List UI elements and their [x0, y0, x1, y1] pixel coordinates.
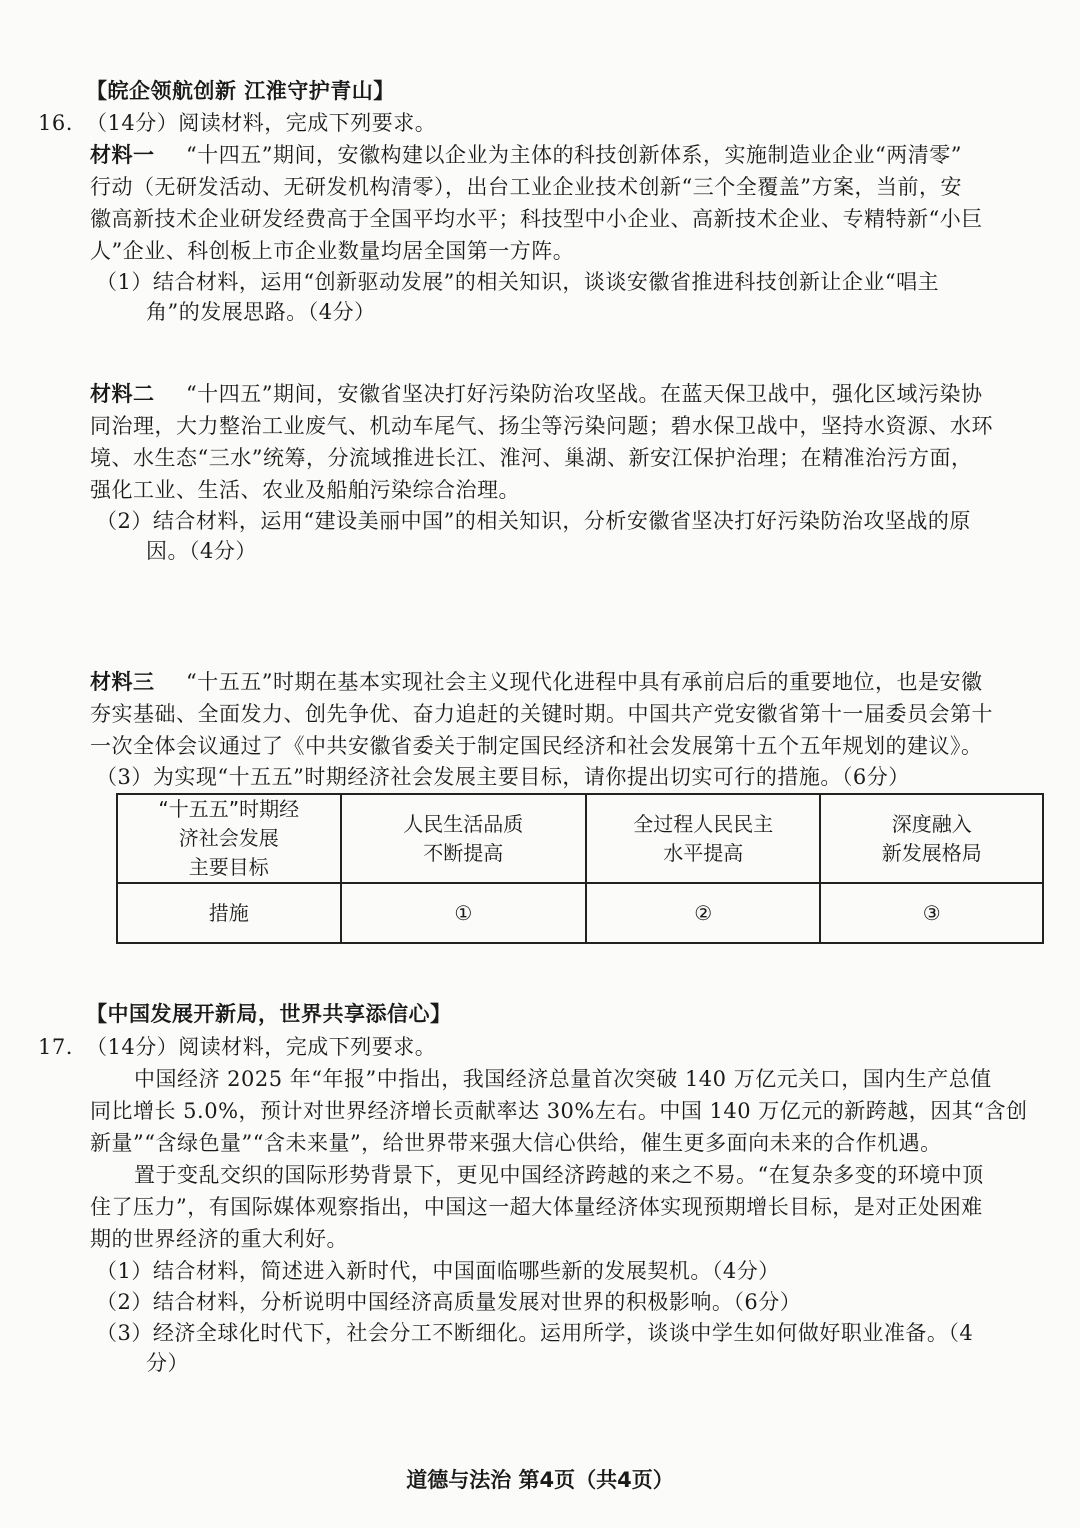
goal-line: 新发展格局	[881, 840, 982, 865]
sub-question: （2）结合材料，运用“建设美丽中国”的相关知识，分析安徽省坚决打好污染防治攻坚战的原	[96, 509, 971, 533]
material-label: 材料二	[90, 382, 155, 406]
goals-table	[116, 793, 1044, 944]
table-row	[117, 794, 1043, 883]
table-header-line: 主要目标	[188, 855, 269, 879]
sub-question: （3）为实现“十五五”时期经济社会发展主要目标，请你提出切实可行的措施。（6分）	[96, 765, 910, 789]
answer-blank[interactable]: ②	[586, 883, 820, 943]
table-goal-cell	[341, 794, 586, 883]
sub-question: （1）结合材料，简述进入新时代，中国面临哪些新的发展契机。（4分）	[96, 1259, 780, 1283]
paragraph-line: 新量”“含绿色量”“含未来量”，给世界带来强大信心供给，催生更多面向未来的合作机遇。	[90, 1131, 942, 1155]
answer-blank[interactable]: ①	[341, 883, 586, 943]
table-header-line: 济社会发展	[178, 826, 279, 850]
material-text-line: 夯实基础、全面发力、创先争优、奋力追赶的关键时期。中国共产党安徽省第十一届委员会第十	[90, 702, 993, 726]
question-intro: （14分）阅读材料，完成下列要求。	[86, 111, 437, 135]
material-text-line: 境、水生态“三水”统筹，分流域推进长江、淮河、巢湖、新安江保护治理；在精准治污方面，	[90, 446, 973, 470]
material-text-line: 人”企业、科创板上市企业数量均居全国第一方阵。	[90, 239, 575, 263]
material-text-line: “十四五”期间，安徽省坚决打好污染防治攻坚战。在蓝天保卫战中，强化区域污染协	[186, 382, 983, 406]
sub-question: （1）结合材料，运用“创新驱动发展”的相关知识，谈谈安徽省推进科技创新让企业“唱主	[96, 270, 940, 294]
goal-line: 人民生活品质	[403, 811, 524, 836]
material-label: 材料三	[90, 670, 155, 694]
material-text-line: “十四五”期间，安徽构建以企业为主体的科技创新体系，实施制造业企业“两清零”	[186, 143, 962, 167]
table-header-line: “十五五”时期经	[158, 797, 300, 821]
table-row-label: 措施	[117, 883, 341, 943]
table-goal-cell	[820, 794, 1043, 883]
material-text-line: 徽高新技术企业研发经费高于全国平均水平；科技型中小企业、高新技术企业、专精特新“小巨	[90, 207, 983, 231]
paragraph-line: 同比增长 5.0%，预计对世界经济增长贡献率达 30%左右。中国 140 万亿元的新跨越，因其“含创	[90, 1099, 1028, 1123]
section-title: 【中国发展开新局，世界共享添信心】	[86, 1002, 452, 1026]
sub-question-cont: 因。（4分）	[146, 539, 257, 563]
paragraph-line: 中国经济 2025 年“年报”中指出，我国经济总量首次突破 140 万亿元关口，国内生产总值	[134, 1067, 992, 1091]
material-text-line: 行动（无研发活动、无研发机构清零），出台工业企业技术创新“三个全覆盖”方案，当前，安	[90, 175, 962, 199]
question-intro: （14分）阅读材料，完成下列要求。	[86, 1035, 437, 1059]
material-text-line: “十五五”时期在基本实现社会主义现代化进程中具有承前启后的重要地位，也是安徽	[186, 670, 983, 694]
sub-question-cont: 分）	[146, 1351, 189, 1375]
material-text-line: 同治理，大力整治工业废气、机动车尾气、扬尘等污染问题；碧水保卫战中，坚持水资源、水环	[90, 414, 993, 438]
section-title: 【皖企领航创新 江淮守护青山】	[86, 79, 395, 103]
sub-question: （3）经济全球化时代下，社会分工不断细化。运用所学，谈谈中学生如何做好职业准备。（4	[96, 1321, 974, 1345]
material-text-line: 强化工业、生活、农业及船舶污染综合治理。	[90, 478, 520, 502]
sub-question-cont: 角”的发展思路。（4分）	[146, 300, 376, 324]
question-number: 16.	[38, 111, 73, 135]
paragraph-line: 期的世界经济的重大利好。	[90, 1227, 348, 1251]
paragraph-line: 住了压力”，有国际媒体观察指出，中国这一超大体量经济体实现预期增长目标，是对正处困难	[90, 1195, 983, 1219]
sub-question: （2）结合材料，分析说明中国经济高质量发展对世界的积极影响。（6分）	[96, 1290, 802, 1314]
table-header-label	[117, 794, 341, 883]
table-goal-cell	[586, 794, 820, 883]
goal-line: 水平提高	[663, 840, 744, 865]
material-label: 材料一	[90, 143, 155, 167]
answer-blank[interactable]: ③	[820, 883, 1043, 943]
table-row	[117, 883, 1043, 943]
question-number: 17.	[38, 1035, 73, 1059]
goal-line: 不断提高	[423, 840, 504, 865]
page-footer: 道德与法治 第4页（共4页）	[406, 1468, 674, 1492]
goal-line: 全过程人民民主	[633, 811, 774, 836]
material-text-line: 一次全体会议通过了《中共安徽省委关于制定国民经济和社会发展第十五个五年规划的建议》。	[90, 734, 983, 758]
paragraph-line: 置于变乱交织的国际形势背景下，更见中国经济跨越的来之不易。“在复杂多变的环境中顶	[134, 1163, 984, 1187]
goal-line: 深度融入	[891, 811, 972, 836]
